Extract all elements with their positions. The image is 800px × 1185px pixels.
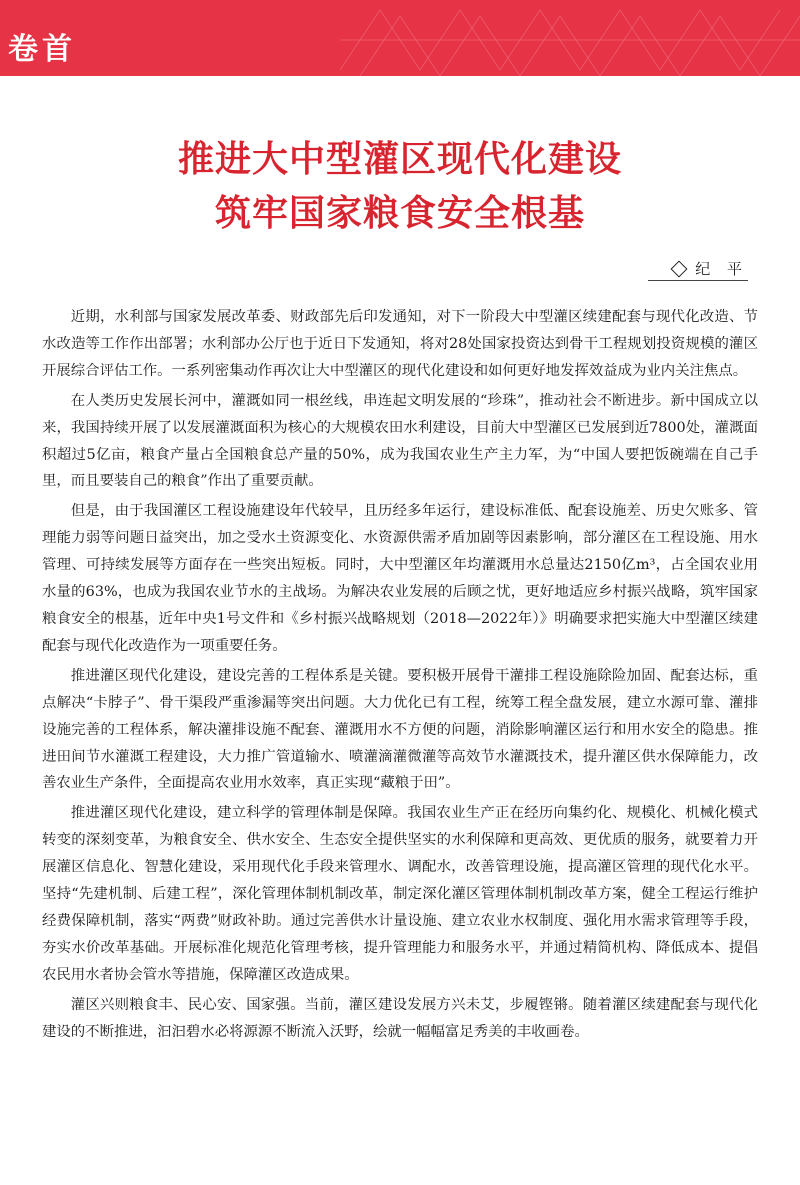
section-label: 卷首	[8, 32, 76, 67]
header-band	[0, 0, 800, 76]
author-name: 纪 平	[695, 260, 748, 278]
author-rule	[648, 280, 748, 281]
article-title	[0, 132, 800, 240]
paragraph: 推进灌区现代化建设，建设完善的工程体系是关键。要积极开展骨干灌排工程设施除险加固、配套达标，重点解决“卡脖子”、骨干渠段严重渗漏等突出问题。大力优化已有工程，统筹工程全盘发展，建立水源可靠、灌排设施完善的工程体系，解决灌排设施不配套、灌溉用水不方便的问题，消除影响灌区运行和用水安全的隐患。推进田间节水灌溉工程建设，大力推广管道输水、喷灌滴灌微灌等高效节水灌溉技术，提升灌区供水保障能力，改善农业生产条件，全面提高农业用水效率，真正实现“藏粮于田”。	[42, 667, 758, 792]
author-byline	[673, 258, 748, 279]
title-line-1: 推进大中型灌区现代化建设	[177, 138, 622, 180]
header-pattern	[340, 0, 800, 76]
paragraph: 推进灌区现代化建设，建立科学的管理体制是保障。我国农业生产正在经历向集约化、规模化、机械化模式转变的深刻变革，为粮食安全、供水安全、生态安全提供坚实的水利保障和更高效、更优质的服务，就要着力开展灌区信息化、智慧化建设，采用现代化手段来管理水、调配水，改善管理设施，提高灌区管理的现代化水平。坚持“先建机制、后建工程”，深化管理体制机制改革，制定深化灌区管理体制机制改革方案，健全工程运行维护经费保障机制，落实“两费”财政补助。通过完善供水计量设施、建立农业水权制度、强化用水需求管理等手段，夯实水价改革基础。开展标准化规范化管理考核，提升管理能力和服务水平，并通过精简机构、降低成本、提倡农民用水者协会管水等措施，保障灌区改造成果。	[42, 805, 758, 983]
paragraph: 但是，由于我国灌区工程设施建设年代较早，且历经多年运行，建设标准低、配套设施差、历史欠账多、管理能力弱等问题日益突出，加之受水土资源变化、水资源供需矛盾加剧等因素影响，部分灌区在工程设施、用水管理、可持续发展等方面存在一些突出短板。同时，大中型灌区年均灌溉用水总量达2150亿m³，占全国农业用水量的63%，也成为我国农业节水的主战场。为解决农业发展的后顾之忧，更好地适应乡村振兴战略，筑牢国家粮食安全的根基，近年中央1号文件和《乡村振兴战略规划（2018—2022年）》明确要求把实施大中型灌区续建配套与现代化改造作为一项重要任务。	[42, 503, 758, 654]
paragraph: 灌区兴则粮食丰、民心安、国家强。当前，灌区建设发展方兴未艾，步履铿锵。随着灌区续建配套与现代化建设的不断推进，汩汩碧水必将源源不断流入沃野，绘就一幅幅富足秀美的丰收画卷。	[42, 996, 758, 1040]
title-line-2: 筑牢国家粮食安全根基	[214, 192, 585, 234]
paragraph: 近期，水利部与国家发展改革委、财政部先后印发通知，对下一阶段大中型灌区续建配套与现代化改造、节水改造等工作作出部署；水利部办公厅也于近日下发通知，将对28处国家投资达到骨干工程规划投资规模的灌区开展综合评估工作。一系列密集动作再次让大中型灌区的现代化建设和如何更好地发挥效益成为业内关注焦点。	[42, 309, 758, 379]
diamond-icon	[671, 260, 688, 277]
article-body	[42, 304, 758, 1045]
paragraph: 在人类历史发展长河中，灌溉如同一根丝线，串连起文明发展的“珍珠”，推动社会不断进步。新中国成立以来，我国持续开展了以发展灌溉面积为核心的大规模农田水利建设，目前大中型灌区已发展到近7800处，灌溉面积超过5亿亩，粮食产量占全国粮食总产量的50%，成为我国农业生产主力军，为“中国人要把饭碗端在自己手里，而且要装自己的粮食”作出了重要贡献。	[42, 392, 758, 490]
